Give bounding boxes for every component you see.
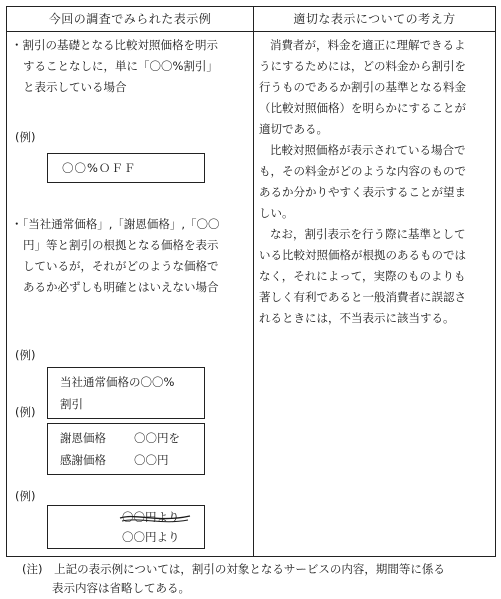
para-1-line: うにするためには，どの料金から割引を xyxy=(259,59,466,73)
example-2-line: 割引 xyxy=(60,397,83,411)
bullet-1-line: することなしに，単に「〇〇%割引」 xyxy=(23,59,218,73)
header-left: 今回の調査でみられた表示例 xyxy=(48,12,212,26)
example-1-label: (例) xyxy=(15,130,36,144)
column-divider xyxy=(253,7,254,556)
para-3-line: 著しく有利であると一般消費者に誤認さ xyxy=(259,290,466,304)
example-3-box xyxy=(47,423,205,475)
struck-price xyxy=(122,507,180,528)
bullet-1-line: と表示している場合 xyxy=(23,80,127,94)
para-3-line: なお，割引表示を行う際に基準として xyxy=(270,227,466,241)
para-1-line: （比較対照価格）を明らかにすることが xyxy=(259,101,466,115)
bullet-2 xyxy=(11,214,251,298)
bullet-2-line: あるか必ずしも明確とはいえない場合 xyxy=(23,280,219,294)
example-2-line: 当社通常価格の〇〇% xyxy=(60,375,175,389)
header-right: 適切な表示についての考え方 xyxy=(293,12,456,26)
para-1-line: 適切である。 xyxy=(259,122,328,136)
struck-price-text: 〇〇円より xyxy=(122,510,180,524)
bullet-1 xyxy=(11,35,251,98)
comparison-table xyxy=(6,6,496,557)
para-3-line: なく，それによって，実際のものよりも xyxy=(259,269,466,283)
footnote-label: (注) xyxy=(22,562,43,576)
example-2-label: (例) xyxy=(15,348,36,362)
bullet-1-line: ・割引の基礎となる比較対照価格を明示 xyxy=(11,38,218,52)
strikethrough-mark xyxy=(118,509,192,527)
example-3-cell: 感謝価格 xyxy=(60,453,106,467)
footnote-text-1: 上記の表示例については，割引の対象となるサービスの内容，期間等に係る xyxy=(54,562,445,576)
example-2-box xyxy=(47,367,205,419)
footnote-line-1 xyxy=(22,560,492,579)
example-4-label: (例) xyxy=(15,489,36,503)
para-2-line: も，その料金がどのような内容のもので xyxy=(259,164,466,178)
bullet-2-line: ・「当社通常価格」,「謝恩価格」,「〇〇 xyxy=(11,217,220,231)
example-1-text: 〇〇%ＯＦＦ xyxy=(62,161,137,175)
guidance-paragraph-1 xyxy=(259,35,493,140)
para-2-line: 比較対照価格が表示されている場合で xyxy=(270,143,466,157)
example-4-box xyxy=(47,505,205,549)
para-1-line: 消費者が，料金を適正に理解できるよ xyxy=(270,38,466,52)
example-3-cell: 〇〇円 xyxy=(134,453,169,467)
bullet-2-line: しているが，それがどのような価格で xyxy=(23,259,219,273)
footnote-text-2: 表示内容は省略してある。 xyxy=(52,581,190,595)
para-3-line: れるときには，不当表示に該当する。 xyxy=(259,311,455,325)
para-2-line: あるか分かりやすく表示することが望ま xyxy=(259,185,466,199)
header-divider xyxy=(7,31,495,32)
example-3-label: (例) xyxy=(15,405,36,419)
guidance-paragraph-3 xyxy=(259,224,493,329)
new-price: 〇〇円より xyxy=(122,530,180,544)
para-2-line: しい。 xyxy=(259,206,294,220)
bullet-2-line: 円」等と割引の根拠となる価格を表示 xyxy=(23,238,219,252)
example-3-cell: 〇〇円を xyxy=(134,431,180,445)
para-3-line: いる比較対照価格が根拠のあるものでは xyxy=(259,248,466,262)
example-1-box xyxy=(47,153,205,183)
guidance-paragraph-2 xyxy=(259,140,493,224)
para-1-line: 行うものであるか割引の基準となる料金 xyxy=(259,80,466,94)
example-3-cell: 謝恩価格 xyxy=(60,431,106,445)
footnote xyxy=(22,560,492,598)
